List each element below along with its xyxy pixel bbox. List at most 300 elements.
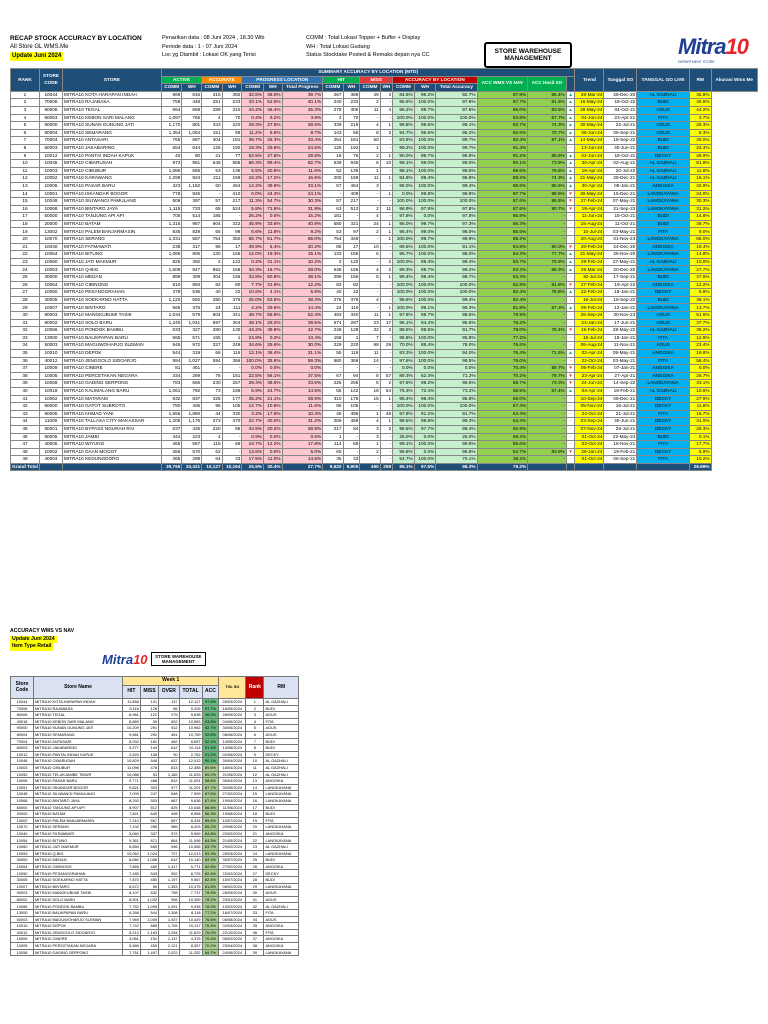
wms-nav-cell: 21/05/2024 — [219, 837, 246, 844]
summary-cell: 21-May-24 — [575, 175, 604, 183]
wms-nav-cell: 82.8% — [202, 863, 219, 870]
summary-row — [11, 122, 758, 130]
summary-cell: 53 — [323, 228, 343, 236]
wms-nav-cell: AGUS — [264, 731, 299, 738]
wms-nav-row — [11, 830, 299, 837]
wms-nav-cell: MITRA10 JENGGOLO SIDOARJO — [34, 929, 123, 936]
summary-cell: 654 — [161, 144, 181, 152]
wms-nav-cell: 30005 — [11, 877, 34, 884]
summary-cell: 52.0% — [263, 99, 282, 107]
summary-cell: 88.6% — [477, 182, 528, 190]
summary-cell: 28.0% — [282, 266, 323, 274]
summary-cell: 1,041 — [182, 319, 202, 327]
summary-cell: 100.0% — [414, 144, 436, 152]
summary-cell: AL GAZHALI — [637, 387, 690, 395]
summary-cell: MITRA10 CINERE — [62, 365, 161, 373]
wms-nav-cell: 26/09/2024 — [219, 890, 246, 897]
summary-cell: 20.2% — [282, 243, 323, 251]
summary-cell: 2 — [380, 327, 392, 335]
summary-row — [11, 296, 758, 304]
wms-nav-cell: 946 — [159, 844, 180, 851]
wms-nav-cell: 87.6% — [202, 797, 219, 804]
summary-cell: 31 — [11, 319, 40, 327]
summary-cell: 29-Jul-21 — [604, 425, 637, 433]
total-cell: 39,765 — [161, 463, 181, 471]
summary-cell: 240 — [323, 99, 343, 107]
wms-nav-cell: 1,497 — [140, 949, 158, 956]
summary-cell: 1,162 — [182, 182, 202, 190]
summary-cell: 12.1% — [242, 349, 264, 357]
summary-cell: 57 — [323, 182, 343, 190]
summary-cell: 31.0% — [689, 418, 711, 426]
sub-wh: WH — [263, 84, 282, 92]
summary-cell: 4 — [380, 106, 392, 114]
summary-cell: 159 — [222, 175, 242, 183]
summary-cell: 57 — [323, 198, 343, 206]
wms-nav-cell: 18 — [246, 811, 264, 818]
summary-cell: 88.6% — [393, 327, 415, 335]
summary-cell: 220 — [343, 342, 360, 350]
summary-cell: 1 — [360, 167, 380, 175]
col-acc-wms: ACC WMS VS NAV — [477, 76, 528, 91]
summary-cell: 350 — [222, 236, 242, 244]
wms-nav-cell: 04/06/2024 — [219, 718, 246, 725]
summary-cell: 47 — [11, 441, 40, 449]
summary-cell: 02-Aug-21 — [604, 160, 637, 168]
wms-nav-cell: BUDI — [264, 738, 299, 745]
wms-nav-cell: 24 — [246, 850, 264, 857]
summary-row — [11, 182, 758, 190]
summary-cell: 70.0% — [393, 342, 415, 350]
summary-cell: 11.2% — [242, 129, 264, 137]
summary-cell: 16.2% — [242, 175, 264, 183]
summary-cell: - — [528, 425, 567, 433]
summary-cell: MITRA10 JATI MAKMUR — [62, 258, 161, 266]
summary-cell: 56.1% — [263, 372, 282, 380]
wms-nav-cell: 247 — [140, 791, 158, 798]
summary-cell: 32.9% — [689, 182, 711, 190]
summary-cell: 21 — [202, 152, 222, 160]
summary-cell: 65.0% — [689, 236, 711, 244]
summary-cell: 89.6% — [477, 167, 528, 175]
wms-nav-cell: 1,088 — [140, 857, 158, 864]
wms-nav-row — [11, 817, 299, 824]
summary-cell: 01-Nov-23 — [604, 236, 637, 244]
summary-cell: 423 — [161, 182, 181, 190]
section2-header — [10, 628, 74, 651]
wms-nav-cell: 10,982 — [179, 725, 202, 732]
summary-cell: 122 — [222, 258, 242, 266]
summary-cell: 17 — [380, 319, 392, 327]
wms-nav-cell: 10040 — [11, 830, 34, 837]
summary-cell: 32.6% — [242, 91, 264, 99]
summary-cell: 29.4% — [242, 380, 264, 388]
summary-cell: 0.4% — [242, 114, 264, 122]
wms-nav-cell: 10009 — [11, 936, 34, 943]
total-cell: 33,421 — [182, 463, 202, 471]
summary-cell: 03-Oct-24 — [575, 441, 604, 449]
wms-nav-cell: 7,210 — [123, 817, 141, 824]
summary-cell: 10.6% — [689, 387, 711, 395]
summary-cell: 91.7% — [436, 327, 477, 335]
summary-cell: 151 — [222, 372, 242, 380]
summary-cell: - — [360, 258, 380, 266]
group-progress: PROGRESS LOCATION — [242, 76, 323, 84]
summary-row — [11, 425, 758, 433]
summary-cell: 13-Jun-24 — [575, 144, 604, 152]
summary-cell: 267 — [323, 91, 343, 99]
wms-nav-row — [11, 791, 299, 798]
summary-cell: 25 — [11, 274, 40, 282]
summary-cell: 27.9% — [689, 395, 711, 403]
wms-nav-cell: 96.0% — [202, 712, 219, 719]
summary-cell: 254 — [323, 137, 343, 145]
summary-cell: 11 — [360, 312, 380, 320]
summary-cell: - — [528, 220, 567, 228]
summary-cell: 60005 — [39, 433, 62, 441]
summary-cell: 99.7% — [414, 220, 436, 228]
summary-cell: LANGKAYANA — [637, 236, 690, 244]
summary-cell: 12.9% — [689, 334, 711, 342]
wms-nav-cell: DECKY — [264, 870, 299, 877]
summary-cell: 257 — [222, 380, 242, 388]
summary-cell: 78.9% — [477, 312, 528, 320]
summary-cell: 66.3% — [242, 160, 264, 168]
summary-cell: 83.3% — [477, 266, 528, 274]
summary-cell: 58.9% — [263, 312, 282, 320]
summary-cell: 50000 — [39, 403, 62, 411]
summary-cell: 1 — [11, 91, 40, 99]
summary-cell: - — [380, 144, 392, 152]
summary-cell: MITRA10 CIBINONG — [62, 281, 161, 289]
summary-cell: - — [566, 395, 575, 403]
summary-cell: 10018 — [39, 387, 62, 395]
summary-cell: 48 — [11, 448, 40, 456]
wms-nav-cell: 10052 — [11, 771, 34, 778]
wms-nav-cell: 8,357 — [179, 942, 202, 949]
wms-nav-cell: 20/02/2024 — [219, 830, 246, 837]
wms-nav-cell: AGUS — [264, 725, 299, 732]
wms-nav-cell: 10,359 — [179, 896, 202, 903]
col2-total: TOTAL — [179, 686, 202, 699]
summary-cell: 48.1% — [242, 319, 264, 327]
summary-cell: 322 — [222, 220, 242, 228]
summary-cell: 91.7% — [436, 410, 477, 418]
summary-cell: 947 — [182, 266, 202, 274]
summary-cell: 397 — [182, 198, 202, 206]
summary-cell: 39.7% — [282, 91, 323, 99]
summary-cell: 11-Oct-21 — [604, 220, 637, 228]
summary-cell: 95.6% — [436, 319, 477, 327]
summary-cell: - — [380, 349, 392, 357]
wms-nav-cell: 82.4% — [202, 877, 219, 884]
summary-cell: 64 — [202, 456, 222, 464]
summary-cell: 10 — [11, 160, 40, 168]
group-accuracy: ACCURACY BY LOCATION — [393, 76, 477, 84]
summary-cell: ▼ — [566, 198, 575, 206]
summary-cell: - — [566, 441, 575, 449]
wms-nav-cell: 70.4% — [202, 936, 219, 943]
penarikan-text: Penarikan data : 08 Juni 2024 , 18.30 Wib — [162, 35, 265, 41]
summary-cell: 136 — [343, 167, 360, 175]
wms-nav-cell: 1,705 — [159, 923, 180, 930]
summary-row — [11, 258, 758, 266]
summary-cell: 11.6% — [689, 167, 711, 175]
summary-cell: 469 — [343, 418, 360, 426]
summary-cell: 29 — [11, 304, 40, 312]
wms-nav-cell: 34 — [246, 916, 264, 923]
wms-nav-cell: MITRA10 BATAM — [34, 811, 123, 818]
col-rm: RM — [689, 69, 711, 92]
summary-cell: 33.6% — [263, 220, 282, 228]
summary-cell: 552 — [202, 266, 222, 274]
summary-cell: 816 — [182, 91, 202, 99]
summary-cell: 99.0% — [414, 228, 436, 236]
summary-cell: 100.0% — [393, 403, 415, 411]
wms-nav-cell: AGUS — [264, 712, 299, 719]
summary-cell: 30 — [11, 312, 40, 320]
summary-cell: 6.9% — [242, 387, 264, 395]
summary-cell: - — [360, 289, 380, 297]
col-rank: RANK — [11, 69, 40, 92]
summary-cell: 4 — [360, 122, 380, 130]
wms-nav-cell: 292 — [140, 731, 158, 738]
summary-cell: 15 — [11, 198, 40, 206]
wms-nav-cell: MITRA10 TEGAL — [34, 712, 123, 719]
summary-cell: 1,609 — [161, 266, 181, 274]
summary-cell: 67.4% — [528, 387, 567, 395]
summary-cell: 62.3% — [414, 372, 436, 380]
summary-cell: 1 — [380, 220, 392, 228]
summary-cell: 40006 — [39, 441, 62, 449]
summary-cell: 1,086 — [161, 251, 181, 259]
summary-cell: 565 — [161, 304, 181, 312]
wms-nav-cell: 669 — [140, 844, 158, 851]
wms-nav-row — [11, 797, 299, 804]
summary-cell: 155 — [222, 251, 242, 259]
summary-cell: 309 — [182, 274, 202, 282]
summary-cell: 29-Feb-24 — [575, 258, 604, 266]
summary-cell: 06-Sep-21 — [604, 129, 637, 137]
summary-cell: MITRA10 SOLO BARU — [62, 319, 161, 327]
summary-cell: 20-Dec-20 — [604, 266, 637, 274]
total-cell — [604, 463, 637, 471]
summary-cell: 20-Jul-22 — [604, 167, 637, 175]
summary-cell: 29.6% — [263, 304, 282, 312]
summary-cell: MITRA10 SOEKARNO HATTA — [62, 296, 161, 304]
summary-cell: 22-Oct-24 — [575, 357, 604, 365]
summary-cell: 89.2% — [477, 175, 528, 183]
summary-cell: 17-Sep-21 — [604, 274, 637, 282]
summary-cell: 70 — [343, 114, 360, 122]
summary-cell: 100.0% — [414, 456, 436, 464]
summary-cell: 30-Apr-24 — [575, 182, 604, 190]
summary-cell: 26-Sep-24 — [575, 312, 604, 320]
summary-cell: 25.0% — [436, 433, 477, 441]
summary-cell: 33.1% — [282, 182, 323, 190]
summary-cell: 40004 — [39, 456, 62, 464]
summary-cell: 15.1% — [282, 251, 323, 259]
summary-cell: 633 — [161, 327, 181, 335]
wms-nav-cell: 8,725 — [179, 870, 202, 877]
wms-nav-cell: 11 — [246, 764, 264, 771]
wms-nav-cell: 9,361 — [123, 837, 141, 844]
summary-row — [11, 129, 758, 137]
summary-cell: 04-Jun-24 — [575, 114, 604, 122]
summary-cell: 10064 — [39, 281, 62, 289]
summary-cell: - — [380, 296, 392, 304]
summary-cell: 1 — [380, 312, 392, 320]
summary-cell: 83.5% — [528, 106, 567, 114]
summary-cell: 99.7% — [414, 236, 436, 244]
summary-cell: 1 — [360, 410, 380, 418]
summary-row — [11, 106, 758, 114]
wms-nav-cell: 37 — [246, 936, 264, 943]
wms-nav-cell: 32 — [246, 903, 264, 910]
wms-nav-cell: 648 — [159, 791, 180, 798]
wms-nav-cell: 40018 — [11, 718, 34, 725]
summary-cell: 06-Feb-24 — [575, 365, 604, 373]
summary-cell: 96.0% — [393, 220, 415, 228]
summary-cell: 3 — [380, 91, 392, 99]
summary-cell: 59.2% — [477, 433, 528, 441]
summary-cell: 23-Apr-24 — [575, 372, 604, 380]
summary-cell: ▼ — [566, 281, 575, 289]
summary-cell: MITRA10 FATMAWATI — [62, 243, 161, 251]
summary-row — [11, 410, 758, 418]
summary-cell: 116 — [222, 349, 242, 357]
summary-cell: 81.9% — [689, 160, 711, 168]
wms-nav-cell: 1,317 — [159, 863, 180, 870]
summary-cell: MITRA10 WIYUNG — [62, 441, 161, 449]
wms-nav-cell: 80002 — [11, 896, 34, 903]
summary-cell: 97.8% — [393, 312, 415, 320]
summary-cell: 7 — [11, 137, 40, 145]
wms-nav-cell: 482 — [159, 738, 180, 745]
wms-nav-cell: MITRA10 SUNAN GUNUNG JATI — [34, 725, 123, 732]
wms-nav-row — [11, 811, 299, 818]
summary-cell: 535 — [182, 289, 202, 297]
wms-nav-cell: 8,907 — [123, 804, 141, 811]
summary-cell: 392 — [182, 258, 202, 266]
wms-nav-cell: 5,866 — [123, 942, 141, 949]
summary-cell: 251 — [202, 99, 222, 107]
summary-cell: - — [343, 365, 360, 373]
summary-cell: - — [566, 213, 575, 221]
summary-cell: 30-Jul-24 — [575, 274, 604, 282]
store-warehouse-logo-small: STORE WAREHOUSE MANAGEMENT — [151, 652, 206, 666]
summary-cell: MITRA10 BINTARO JAYA — [62, 205, 161, 213]
wms-nav-cell: 70004 — [11, 738, 34, 745]
summary-cell: 91.2% — [477, 152, 528, 160]
total-cell: 10,164 — [222, 463, 242, 471]
summary-cell: 59.3% — [282, 357, 323, 365]
summary-cell: - — [222, 365, 242, 373]
summary-cell: - — [380, 403, 392, 411]
summary-cell: 16-Jul-21 — [604, 403, 637, 411]
wms-nav-cell: 30/07/2024 — [219, 857, 246, 864]
wms-nav-cell: 36 — [246, 929, 264, 936]
wms-nav-cell: 144 — [140, 745, 158, 752]
wms-nav-cell: 10068 — [11, 797, 34, 804]
summary-cell: 100.0% — [414, 251, 436, 259]
summary-row — [11, 220, 758, 228]
summary-cell: 45 — [323, 410, 343, 418]
summary-cell: 1,205 — [161, 418, 181, 426]
group-accurate: ACCURATE — [202, 76, 242, 84]
summary-cell: ▼ — [566, 365, 575, 373]
wms-nav-cell: AL GAZHALI — [264, 771, 299, 778]
wms-nav-cell: 02/06/2024 — [219, 751, 246, 758]
total-cell — [39, 463, 62, 471]
summary-cell: 99.4% — [414, 274, 436, 282]
wms-nav-cell: MITRA10 MAGUWOHARJO SLEMAN — [34, 916, 123, 923]
summary-cell: 0.0% — [393, 365, 415, 373]
summary-cell: - — [380, 289, 392, 297]
summary-cell: 115 — [202, 441, 222, 449]
summary-cell: ANGGIKA — [637, 349, 690, 357]
wms-nav-cell: AGUS — [264, 890, 299, 897]
summary-cell: 04-Apr-24 — [575, 387, 604, 395]
summary-cell: 46.4% — [263, 106, 282, 114]
wms-nav-cell: 39 — [246, 949, 264, 956]
wms-nav-cell: 1,032 — [140, 896, 158, 903]
summary-row — [11, 137, 758, 145]
wms-nav-cell: 06/02/2024 — [219, 936, 246, 943]
wms-nav-cell: 76.0% — [202, 929, 219, 936]
summary-cell: 932 — [161, 395, 181, 403]
summary-super-title: SUMMARY ACCURACY BY LOCATION (MTD) — [161, 69, 574, 77]
summary-cell: 87.7% — [477, 190, 528, 198]
wms-nav-cell: MITRA10 CIBUBUR — [34, 764, 123, 771]
wms-nav-cell: 10,117 — [179, 923, 202, 930]
summary-cell: 14.6% — [282, 456, 323, 464]
summary-total-row — [11, 463, 758, 471]
summary-cell: 15-Dec-21 — [604, 190, 637, 198]
summary-cell: 22-May-24 — [604, 433, 637, 441]
wms-nav-cell: 9,277 — [123, 745, 141, 752]
summary-cell: 34 — [11, 342, 40, 350]
wms-nav-cell: 986 — [159, 824, 180, 831]
summary-cell: MITRA10 TANJUNG API API — [62, 213, 161, 221]
wms-nav-cell: 7,180 — [123, 870, 141, 877]
wms-nav-cell: 30/04/2024 — [219, 758, 246, 765]
summary-cell: DECKY — [637, 289, 690, 297]
wms-nav-cell: 8,968 — [179, 811, 202, 818]
summary-cell: 50.5% — [263, 274, 282, 282]
summary-cell: BUDI — [637, 99, 690, 107]
summary-cell: 11 — [360, 349, 380, 357]
summary-cell: 1 — [343, 334, 360, 342]
summary-cell: 99.8% — [414, 418, 436, 426]
summary-cell: 26.3% — [263, 137, 282, 145]
summary-cell: 100.0% — [436, 403, 477, 411]
summary-cell: 98.7% — [414, 152, 436, 160]
summary-cell: ▲ — [566, 99, 575, 107]
wms-nav-cell: 902 — [159, 870, 180, 877]
wms-nav-cell: 70.2% — [202, 942, 219, 949]
summary-cell: 36.4% — [263, 349, 282, 357]
summary-cell: 100.0% — [393, 114, 415, 122]
wms-nav-table-body — [11, 699, 299, 956]
summary-cell: 99.8% — [436, 190, 477, 198]
wms-nav-row — [11, 804, 299, 811]
wms-nav-cell: 50003 — [11, 916, 34, 923]
summary-row — [11, 334, 758, 342]
summary-row — [11, 251, 758, 259]
summary-cell: - — [566, 357, 575, 365]
summary-cell: ▼ — [566, 243, 575, 251]
